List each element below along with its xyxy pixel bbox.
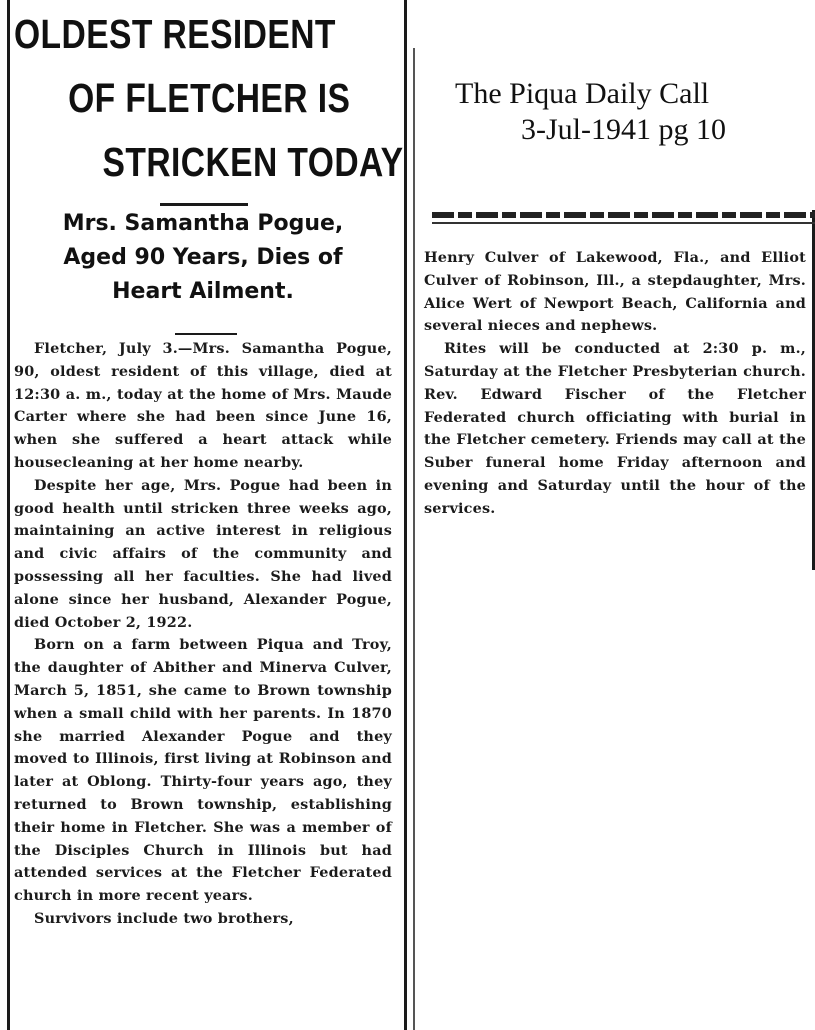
clipping-top-border <box>432 212 815 218</box>
article-paragraph: Fletcher, July 3.—Mrs. Samantha Pogue, 90, oldest resident of this village, died at 12:30 a. m., today at the home of Mrs. Maude Carter where she had been since June 16, when she suffered a heart attack while housecleaning at her home nearby. <box>14 340 392 471</box>
continuation-paragraph: Henry Culver of Lakewood, Fla., and Elliot Culver of Robinson, Ill., a stepdaughter, Mrs. Alice Wert of Newport Beach, California and several nieces and nephews. <box>424 249 806 335</box>
headline-line-1: OLDEST RESIDENT <box>14 11 336 57</box>
headline <box>14 2 404 194</box>
right-clipping-left-rule <box>413 48 415 1030</box>
subheadline-line-2: Aged 90 Years, Dies of <box>63 245 343 270</box>
article-body <box>14 338 392 931</box>
article-paragraph: Born on a farm between Piqua and Troy, the daughter of Abither and Minerva Culver, March 5, 1851, she came to Brown township when a small child with her parents. In 1870 she married Alexander Pogue and they moved to Illinois, first living at Robinson and later at Oblong. Thirty-four years ago, they returned to Brown township, establishing their home in Fletcher. She was a member of the Disciples Church in Illinois but had attended services at the Fletcher Federated church in more recent years. <box>14 636 392 905</box>
clipping-top-border-line <box>432 222 815 224</box>
article-continuation <box>424 247 806 521</box>
publication-name: The Piqua Daily Call <box>455 77 710 110</box>
deck-divider <box>175 333 237 335</box>
publication-date-page: 3-Jul-1941 pg 10 <box>521 113 726 146</box>
left-column-rule <box>7 0 10 1030</box>
source-citation <box>455 76 775 148</box>
continuation-paragraph: Rites will be conducted at 2:30 p. m., Saturday at the Fletcher Presbyterian church. Rev. Edward Fischer of the Fletcher Federated church officiating with burial in the Fletcher cemetery. Friends may call at the Suber funeral home Friday afternoon and evening and Saturday until the hour of the services. <box>424 340 806 517</box>
article-paragraph: Despite her age, Mrs. Pogue had been in good health until stricken three weeks ago, maintaining an active interest in religious and civic affairs of the community and possessing all her faculties. She had lived alone since her husband, Alexander Pogue, died October 2, 1922. <box>14 476 392 631</box>
subheadline-line-1: Mrs. Samantha Pogue, <box>62 211 344 236</box>
subheadline-line-3: Heart Ailment. <box>112 279 294 304</box>
headline-line-2: OF FLETCHER IS <box>68 75 351 121</box>
article-paragraph: Survivors include two brothers, <box>34 909 294 927</box>
center-column-rule <box>404 0 407 1030</box>
headline-divider <box>160 203 248 206</box>
headline-line-3: STRICKEN TODAY <box>102 139 404 185</box>
subheadline <box>14 207 392 309</box>
